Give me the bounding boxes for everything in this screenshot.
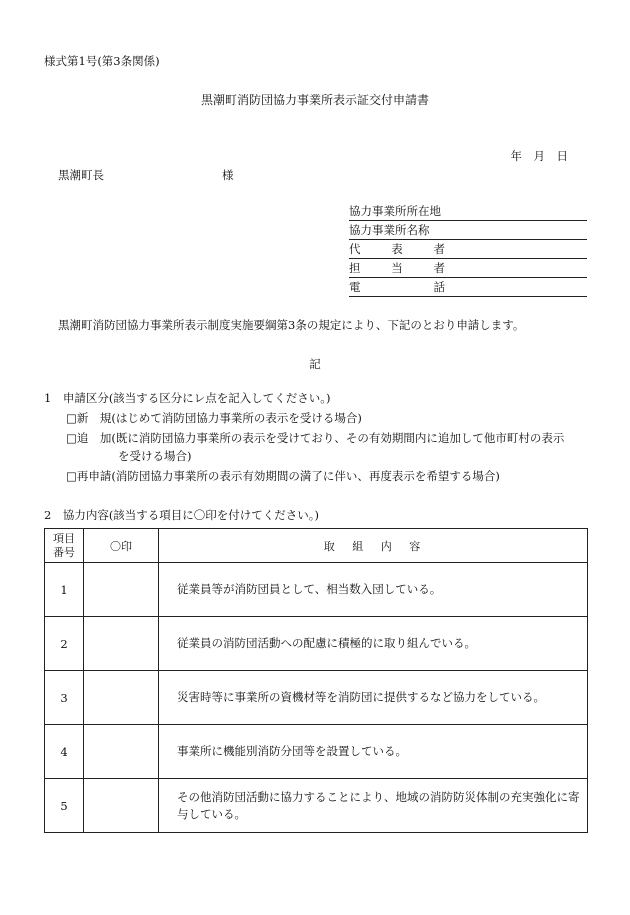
row-number: 4 [45,725,84,779]
table-row [45,617,588,671]
content-cell: 災害時等に事業所の資機材等を消防団に提供するなど協力をしている。 [159,671,588,725]
option-additional-cont: を受ける場合) [118,449,192,463]
body-text: 黒潮町消防団協力事業所表示制度実施要綱第3条の規定により、下記のとおり申請します。 [58,318,525,332]
document-title: 黒潮町消防団協力事業所表示証交付申請書 [200,93,429,107]
section2-heading: 2 協力内容(該当する項目に〇印を付けてください。) [44,508,320,522]
applicant-field-name[interactable] [349,221,587,240]
row-number: 2 [45,617,84,671]
mark-cell[interactable] [84,779,159,833]
applicant-field-contact-person[interactable] [349,259,587,278]
option-reapply[interactable]: □再申請(消防団協力事業所の表示有効期間の満了に伴い、再度表示を希望する場合) [66,469,500,483]
addressee: 黒潮町長 [58,168,104,182]
table-row [45,563,588,617]
option-additional[interactable]: □追 加(既に消防団協力事業所の表示を受けており、その有効期間内に追加して他市町村の表示 [66,431,565,445]
field-label: 協力事業所名称 [349,223,430,237]
table-row [45,779,588,833]
table-row [45,671,588,725]
field-label: 協力事業所所在地 [349,204,441,218]
content-cell: その他消防団活動に協力することにより、地域の消防防災体制の充実強化に寄与している。 [159,779,588,833]
mark-cell[interactable] [84,617,159,671]
form-number: 様式第1号(第3条関係) [44,54,160,68]
table-row [45,725,588,779]
applicant-field-phone[interactable] [349,278,587,297]
applicant-field-address[interactable] [349,202,587,221]
mark-cell[interactable] [84,725,159,779]
applicant-field-representative[interactable] [349,240,587,259]
mark-cell[interactable] [84,563,159,617]
header-mark: 〇印 [84,529,159,563]
content-cell: 従業員の消防団活動への配慮に積極的に取り組んでいる。 [159,617,588,671]
content-cell: 従業員等が消防団員として、相当数入団している。 [159,563,588,617]
mark-cell[interactable] [84,671,159,725]
cooperation-table [44,528,588,833]
ki-heading: 記 [309,357,321,371]
section1-heading: 1 申請区分(該当する区分にレ点を記入してください。) [44,391,331,405]
content-cell: 事業所に機能別消防分団等を設置している。 [159,725,588,779]
date-line: 年 月 日 [510,149,568,163]
row-number: 3 [45,671,84,725]
row-number: 1 [45,563,84,617]
header-item-number: 項目 番号 [45,529,84,563]
field-label: 代 表 者 [349,242,445,256]
honorific: 様 [222,168,234,182]
option-new[interactable]: □新 規(はじめて消防団協力事業所の表示を受ける場合) [66,411,362,425]
field-label: 担 当 者 [349,261,445,275]
header-content: 取 組 内 容 [159,529,588,563]
row-number: 5 [45,779,84,833]
field-label: 電 話 [349,280,445,294]
applicant-block [349,202,587,297]
